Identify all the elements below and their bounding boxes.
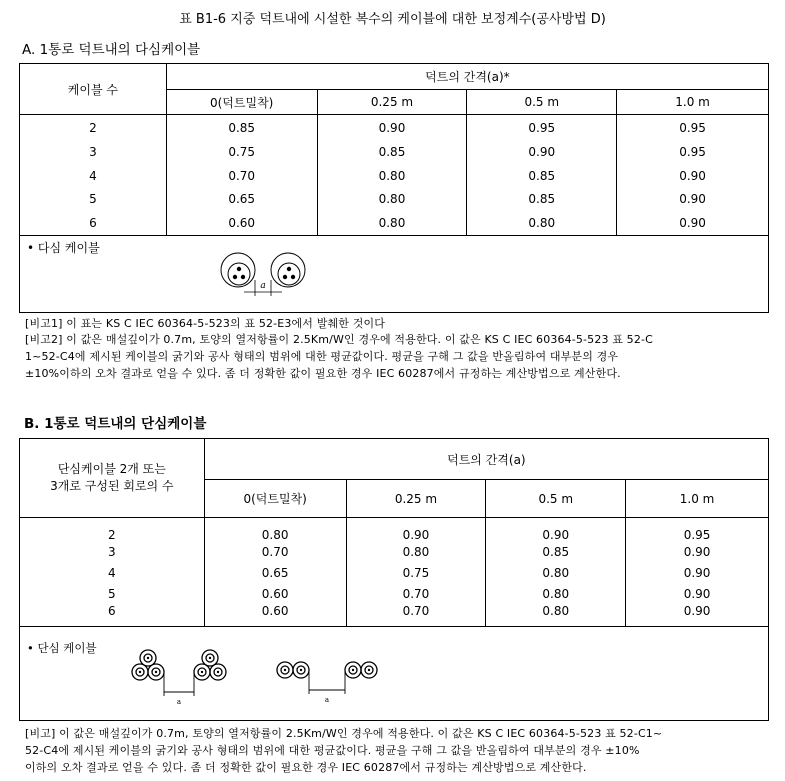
cell: 0.95 (617, 141, 769, 164)
header-duct-spacing: 덕트의 간격(a) (204, 439, 768, 480)
document-title: 표 B1-6 지중 덕트내에 시설한 복수의 케이블에 대한 보정계수(공사방법 D) (179, 12, 606, 27)
cell: 0.80 (346, 542, 486, 563)
cell: 0.80 (204, 518, 346, 542)
col-header: 0.5 m (467, 90, 617, 115)
row-count: 6 (20, 604, 205, 627)
col-header: 0(덕트밀착) (204, 480, 346, 518)
cell: 0.90 (617, 211, 769, 236)
figure-box-a (19, 232, 769, 313)
table-row (20, 115, 769, 141)
cell: 0.90 (626, 563, 769, 584)
cell: 0.85 (467, 188, 617, 211)
cell: 0.70 (346, 604, 486, 627)
col-header: 0.25 m (346, 480, 486, 518)
cell: 0.60 (166, 211, 317, 236)
cell: 0.95 (617, 115, 769, 141)
table-b (19, 438, 769, 627)
table-row (20, 188, 769, 211)
cell: 0.80 (486, 563, 626, 584)
cell: 0.90 (626, 604, 769, 627)
table-row (20, 542, 769, 563)
cell: 0.95 (626, 518, 769, 542)
col-header: 0.5 m (486, 480, 626, 518)
remark-b-3: 이하의 오차 결과로 얻을 수 있다. 좀 더 정확한 값이 필요한 경우 IEC 60287에서 규정하는 계산방법으로 계산한다. (25, 761, 587, 774)
remark-a-1: [비고1] 이 표는 KS C IEC 60364-5-523의 표 52-E3에서 발췌한 것이다 (25, 317, 386, 330)
cell: 0.90 (486, 518, 626, 542)
row-count: 6 (20, 211, 167, 236)
col-header: 0(덕트밀착) (166, 90, 317, 115)
row-count: 4 (20, 563, 205, 584)
table-row (20, 141, 769, 164)
cell: 0.90 (346, 518, 486, 542)
cell: 0.60 (204, 604, 346, 627)
remark-a-3: 1~52-C4에 제시된 케이블의 굵기와 공사 형태의 범위에 대한 평균값이다. 평균을 구해 그 값을 반올림하여 대부분의 경우 (25, 350, 619, 363)
row-count: 5 (20, 584, 205, 604)
header-duct-spacing: 덕트의 간격(a)* (166, 64, 768, 90)
row-count: 2 (20, 518, 205, 542)
cell: 0.90 (626, 542, 769, 563)
remark-b-2: 52-C4에 제시된 케이블의 굵기와 공사 형태의 범위에 대한 평균값이다. 평균을 구해 그 값을 반올림하여 대부분의 경우 ±10% (25, 744, 640, 757)
table-row (20, 563, 769, 584)
cell: 0.75 (166, 141, 317, 164)
row-count: 5 (20, 188, 167, 211)
remark-a-4: ±10%이하의 오차 결과로 얻을 수 있다. 좀 더 정확한 값이 필요한 경우 IEC 60287에서 규정하는 계산방법으로 계산한다. (25, 367, 621, 380)
cell: 0.60 (204, 584, 346, 604)
col-header: 1.0 m (617, 90, 769, 115)
cell: 0.85 (467, 164, 617, 188)
row-count: 3 (20, 141, 167, 164)
cell: 0.80 (486, 604, 626, 627)
row-count: 4 (20, 164, 167, 188)
cell: 0.90 (617, 188, 769, 211)
cell: 0.85 (317, 141, 467, 164)
row-count: 3 (20, 542, 205, 563)
cell: 0.95 (467, 115, 617, 141)
cell: 0.80 (317, 188, 467, 211)
header-circuit-count (20, 439, 205, 518)
cell: 0.80 (486, 584, 626, 604)
cell: 0.90 (626, 584, 769, 604)
row-count: 2 (20, 115, 167, 141)
figure-label-singlecore: • 단심 케이블 (27, 641, 97, 655)
table-row (20, 518, 769, 542)
table-row (20, 584, 769, 604)
singlecore-cable-diagram-icon (120, 648, 380, 706)
cell: 0.80 (317, 211, 467, 236)
cell: 0.80 (317, 164, 467, 188)
table-row (20, 604, 769, 627)
cell: 0.85 (166, 115, 317, 141)
cell: 0.70 (204, 542, 346, 563)
cell: 0.90 (317, 115, 467, 141)
cell: 0.80 (467, 211, 617, 236)
table-a (19, 63, 769, 236)
table-row (20, 164, 769, 188)
cell: 0.70 (166, 164, 317, 188)
col-header: 1.0 m (626, 480, 769, 518)
svg-text:a: a (176, 698, 182, 706)
section-b-heading: B. 1통로 덕트내의 단심케이블 (24, 416, 207, 432)
cell: 0.85 (486, 542, 626, 563)
cell: 0.75 (346, 563, 486, 584)
cell: 0.90 (467, 141, 617, 164)
cell: 0.90 (617, 164, 769, 188)
cell: 0.65 (204, 563, 346, 584)
header-line-1: 단심케이블 2개 또는 (57, 462, 166, 476)
svg-text:a: a (260, 281, 266, 291)
multicore-cable-diagram-icon (218, 250, 308, 300)
header-cable-count: 케이블 수 (20, 64, 167, 115)
figure-label-multicore: • 다심 케이블 (27, 241, 100, 255)
section-a-heading: A. 1통로 덕트내의 다심케이블 (22, 42, 201, 58)
col-header: 0.25 m (317, 90, 467, 115)
cell: 0.70 (346, 584, 486, 604)
cell: 0.65 (166, 188, 317, 211)
header-line-2: 3개로 구성된 회로의 수 (50, 479, 174, 493)
remark-b-1: [비고] 이 값은 매설깊이가 0.7m, 토양의 열저항률이 2.5Km/W인 경우에 적용한다. 이 값은 KS C IEC 60364-5-523 표 52-C1~ (25, 727, 663, 740)
svg-text:a: a (324, 696, 330, 704)
remark-a-2: [비고2] 이 값은 매설깊이가 0.7m, 토양의 열저항률이 2.5Km/W인 경우에 적용한다. 이 값은 KS C IEC 60364-5-523 표 52-C (25, 333, 653, 346)
